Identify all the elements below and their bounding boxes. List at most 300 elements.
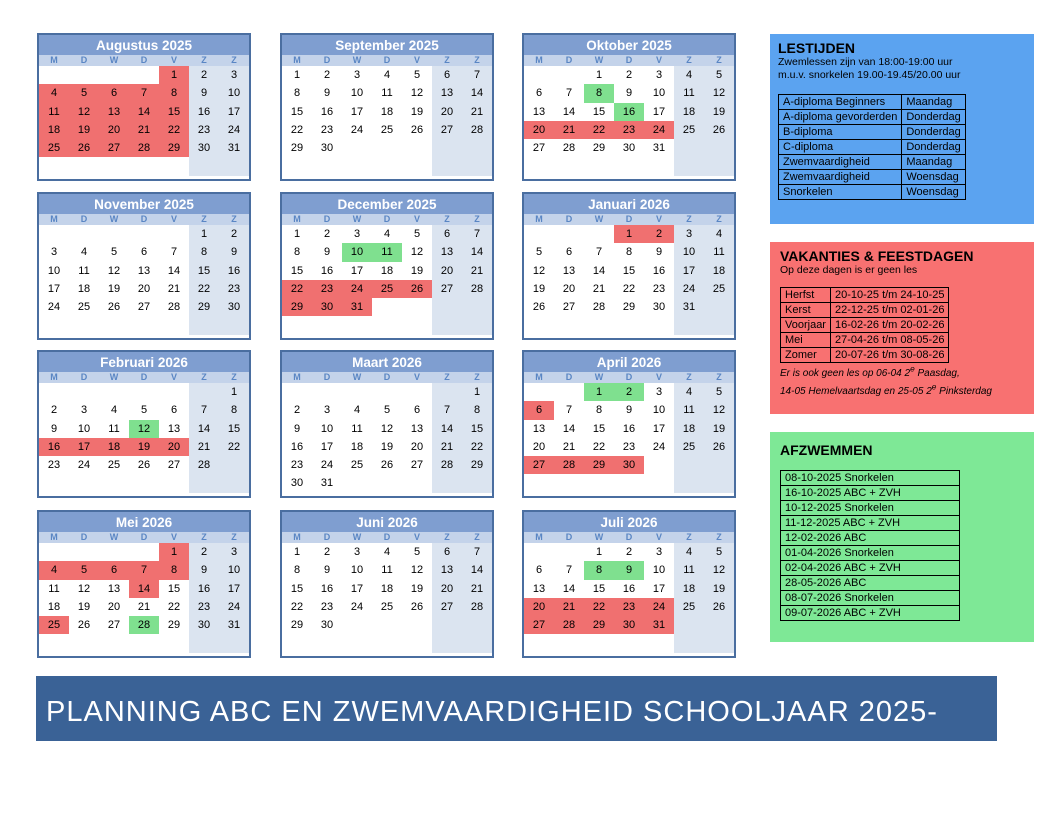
day-cell: 10 (350, 564, 364, 577)
day-cell: 22 (282, 280, 312, 298)
day-cell: 3 (80, 404, 88, 417)
day-cell (432, 316, 462, 334)
day-cell (554, 383, 584, 401)
day-cell: 5 (383, 404, 391, 417)
day-cell: 18 (380, 105, 394, 118)
day-cell (342, 316, 372, 334)
weekday-label: D (625, 55, 633, 65)
day-cell: 9 (625, 404, 633, 417)
day-cell: 25 (674, 121, 704, 139)
day-cell: 30 (189, 616, 219, 634)
day-cell: 8 (293, 564, 301, 577)
day-cell: 5 (704, 543, 734, 561)
day-cell (282, 157, 312, 175)
table-cell: A-diploma Beginners (779, 95, 902, 110)
day-cell: 24 (77, 459, 91, 472)
day-cell (584, 316, 614, 334)
day-cell (462, 634, 492, 652)
day-cell: 7 (129, 84, 159, 102)
day-cell (39, 66, 69, 84)
weekday-label: Z (716, 372, 722, 382)
weekday-label: Z (716, 55, 722, 65)
day-cell: 9 (219, 243, 249, 261)
day-cell (159, 157, 189, 175)
day-cell: 14 (562, 422, 576, 435)
day-cell: 26 (380, 459, 394, 472)
weekday-label: Z (686, 532, 692, 542)
day-cell: 4 (39, 561, 69, 579)
day-cell (524, 383, 554, 401)
day-cell: 3 (219, 66, 249, 84)
day-cell: 4 (674, 66, 704, 84)
day-cell (189, 316, 219, 334)
day-cell: 22 (290, 123, 304, 136)
day-cell: 27 (410, 459, 424, 472)
day-cell (402, 383, 432, 401)
day-cell: 24 (342, 280, 372, 298)
day-cell (69, 316, 99, 334)
note1-text: Er is ook geen les op 06-04 2e Paasdag, (780, 364, 960, 380)
table-cell: 20-10-25 t/m 24-10-25 (830, 288, 948, 303)
day-cell (704, 298, 734, 316)
weekday-label: M (50, 372, 58, 382)
day-cell: 20 (99, 121, 129, 139)
day-cell (524, 474, 554, 492)
day-cell: 4 (674, 543, 704, 561)
table-row (779, 155, 966, 170)
day-cell: 1 (595, 546, 603, 558)
day-cell: 11 (674, 401, 704, 419)
weekday-label: Z (231, 532, 237, 542)
day-cell: 2 (323, 228, 331, 240)
day-cell: 1 (584, 383, 614, 401)
month-title: Augustus 2025 (39, 35, 249, 55)
weekday-label: Z (201, 214, 207, 224)
day-cell: 3 (655, 546, 663, 558)
day-cell: 20 (432, 103, 462, 121)
day-cell: 11 (381, 87, 393, 100)
weekday-label: Z (474, 55, 480, 65)
day-cell: 19 (380, 440, 394, 453)
weekday-label: D (383, 372, 391, 382)
weekday-header (39, 55, 249, 66)
weekday-label: D (323, 214, 331, 224)
day-cell: 19 (704, 580, 734, 598)
day-cell: 21 (137, 600, 151, 613)
day-cell (402, 474, 432, 492)
month-8 (522, 350, 736, 498)
weekday-label: Z (231, 55, 237, 65)
weekday-label: D (140, 372, 148, 382)
day-cell: 9 (293, 422, 301, 435)
day-cell: 19 (77, 600, 91, 613)
day-cell: 22 (290, 600, 304, 613)
day-cell (644, 474, 674, 492)
weekday-label: D (140, 214, 148, 224)
day-cell: 29 (159, 139, 189, 157)
month-title: Oktober 2025 (524, 35, 734, 55)
day-cell: 12 (410, 564, 424, 577)
day-cell: 27 (432, 280, 462, 298)
table-row (781, 288, 949, 303)
day-cell: 16 (189, 580, 219, 598)
day-cell: 24 (219, 598, 249, 616)
day-cell: 8 (189, 243, 219, 261)
day-cell: 1 (614, 225, 644, 243)
day-cell: 28 (562, 142, 576, 155)
weekday-label: M (293, 55, 301, 65)
day-cell: 15 (592, 422, 606, 435)
weekday-label: D (565, 372, 573, 382)
weekday-label: W (109, 372, 119, 382)
day-cell (704, 157, 734, 175)
day-cell (704, 456, 734, 474)
day-cell: 1 (219, 383, 249, 401)
weekday-label: Z (716, 214, 722, 224)
day-cell: 20 (410, 440, 424, 453)
day-cell: 12 (704, 84, 734, 102)
day-cell: 17 (350, 582, 364, 595)
day-cell (99, 225, 129, 243)
day-cell: 25 (77, 301, 91, 314)
day-cell (432, 634, 462, 652)
day-cell: 22 (584, 598, 614, 616)
day-cell: 24 (644, 598, 674, 616)
weekday-label: M (535, 55, 543, 65)
weekday-label: V (413, 214, 420, 224)
weekday-label: V (413, 532, 420, 542)
month-title: Februari 2026 (39, 352, 249, 372)
day-cell: 18 (99, 438, 129, 456)
day-cell: 5 (413, 546, 421, 558)
weekday-label: M (50, 214, 58, 224)
day-cell: 14 (167, 264, 181, 277)
table-cell: 08-10-2025 Snorkelen (781, 471, 960, 486)
day-cell: 15 (462, 420, 492, 438)
day-cell: 26 (77, 619, 91, 632)
day-cell: 30 (652, 301, 666, 314)
weekday-label: M (50, 55, 58, 65)
day-cell: 12 (704, 561, 734, 579)
day-cell: 28 (592, 301, 606, 314)
month-11 (522, 510, 736, 658)
day-cell: 23 (47, 459, 61, 472)
day-cell: 23 (614, 121, 644, 139)
day-cell: 26 (704, 438, 734, 456)
table-row (781, 561, 960, 576)
afzwemmen-title: AFZWEMMEN (780, 442, 873, 458)
day-cell: 10 (320, 422, 334, 435)
month-title: Juni 2026 (282, 512, 492, 532)
weekday-label: D (323, 532, 331, 542)
weekday-label: Z (716, 532, 722, 542)
table-cell: Donderdag (902, 125, 965, 140)
day-cell (432, 139, 462, 157)
table-cell: 02-04-2026 ABC + ZVH (781, 561, 960, 576)
page-title-banner: PLANNING ABC EN ZWEMVAARDIGHEID SCHOOLJAAR 2025-2026 (36, 676, 997, 741)
day-cell: 17 (47, 282, 61, 295)
day-cell: 11 (372, 243, 402, 261)
day-cell: 12 (380, 422, 394, 435)
day-cell: 3 (353, 228, 361, 240)
day-cell: 29 (167, 619, 181, 632)
day-cell: 13 (99, 103, 129, 121)
day-cell: 3 (655, 386, 663, 398)
month-title: September 2025 (282, 35, 492, 55)
day-cell: 1 (595, 69, 603, 81)
day-cell: 14 (462, 561, 492, 579)
day-cell (674, 456, 704, 474)
day-cell: 31 (342, 298, 372, 316)
day-cell (554, 316, 584, 334)
day-cell: 19 (69, 121, 99, 139)
day-cell: 17 (652, 582, 666, 595)
weekday-header (39, 532, 249, 543)
day-cell (432, 383, 462, 401)
day-cell: 17 (350, 105, 364, 118)
day-cell: 14 (462, 243, 492, 261)
day-cell: 2 (625, 69, 633, 81)
month-title: December 2025 (282, 194, 492, 214)
day-cell: 5 (69, 561, 99, 579)
day-cell: 5 (140, 404, 148, 417)
month-5 (522, 192, 736, 340)
day-cell (704, 616, 734, 634)
day-cell (432, 474, 462, 492)
day-cell (342, 634, 372, 652)
day-cell: 8 (159, 561, 189, 579)
table-cell: Woensdag (902, 170, 965, 185)
day-cell: 4 (383, 546, 391, 558)
day-grid (524, 383, 734, 493)
day-cell: 21 (462, 262, 492, 280)
day-cell (584, 634, 614, 652)
table-cell: Snorkelen (779, 185, 902, 200)
day-cell (704, 139, 734, 157)
weekday-label: M (535, 532, 543, 542)
day-cell: 8 (584, 561, 614, 579)
day-cell: 12 (532, 264, 546, 277)
day-cell: 19 (107, 282, 121, 295)
table-row (781, 516, 960, 531)
day-cell: 7 (432, 401, 462, 419)
day-cell: 27 (107, 619, 121, 632)
day-cell: 20 (562, 282, 576, 295)
day-cell: 27 (167, 459, 181, 472)
day-cell: 16 (622, 582, 636, 595)
table-row (781, 606, 960, 621)
day-cell: 26 (410, 123, 424, 136)
day-cell: 16 (320, 105, 334, 118)
day-cell: 22 (462, 438, 492, 456)
day-cell (219, 456, 249, 474)
day-cell: 24 (644, 121, 674, 139)
day-cell: 27 (137, 301, 151, 314)
vakanties-sub: Op deze dagen is er geen les (780, 264, 918, 276)
day-cell (462, 298, 492, 316)
day-cell: 16 (290, 440, 304, 453)
day-cell: 20 (524, 598, 554, 616)
day-cell: 10 (47, 264, 61, 277)
day-cell (69, 543, 99, 561)
day-cell: 17 (219, 103, 249, 121)
month-title: April 2026 (524, 352, 734, 372)
day-cell (69, 157, 99, 175)
day-cell: 3 (353, 546, 361, 558)
day-cell: 7 (129, 561, 159, 579)
day-cell: 4 (704, 225, 734, 243)
weekday-label: V (170, 55, 177, 65)
day-cell: 19 (704, 420, 734, 438)
table-cell: B-diploma (779, 125, 902, 140)
day-cell: 5 (704, 383, 734, 401)
day-cell (312, 316, 342, 334)
day-cell: 21 (554, 598, 584, 616)
day-cell (524, 634, 554, 652)
day-cell: 2 (614, 383, 644, 401)
day-cell: 18 (350, 440, 364, 453)
day-cell (312, 634, 342, 652)
day-cell: 6 (432, 225, 462, 243)
day-cell (69, 66, 99, 84)
weekday-label: D (625, 372, 633, 382)
weekday-header (39, 214, 249, 225)
day-cell (99, 157, 129, 175)
day-cell: 4 (39, 84, 69, 102)
day-cell: 20 (432, 262, 462, 280)
weekday-header (282, 55, 492, 66)
day-cell: 5 (69, 84, 99, 102)
table-row (779, 125, 966, 140)
day-cell: 3 (323, 404, 331, 417)
day-cell: 18 (380, 264, 394, 277)
day-cell: 25 (704, 280, 734, 298)
day-cell: 21 (189, 438, 219, 456)
day-cell: 17 (219, 580, 249, 598)
day-cell: 28 (432, 456, 462, 474)
day-cell: 13 (532, 422, 546, 435)
weekday-label: Z (231, 214, 237, 224)
weekday-label: W (352, 372, 362, 382)
day-cell: 5 (413, 228, 421, 240)
table-row (779, 170, 966, 185)
table-row (779, 185, 966, 200)
day-cell (674, 616, 704, 634)
day-cell (219, 634, 249, 652)
day-cell (342, 616, 372, 634)
day-cell: 21 (462, 103, 492, 121)
day-cell: 19 (532, 282, 546, 295)
day-cell: 18 (47, 600, 61, 613)
day-cell: 2 (323, 69, 331, 81)
day-cell (372, 616, 402, 634)
day-cell (189, 157, 219, 175)
day-cell (342, 383, 372, 401)
day-cell (159, 634, 189, 652)
day-cell (39, 474, 69, 492)
month-9 (37, 510, 251, 658)
weekday-label: D (323, 55, 331, 65)
day-cell: 1 (462, 383, 492, 401)
day-cell: 30 (622, 142, 636, 155)
lestijden-panel (770, 34, 1034, 224)
day-cell: 28 (462, 280, 492, 298)
day-cell (402, 634, 432, 652)
day-cell: 19 (410, 264, 424, 277)
month-title: Maart 2026 (282, 352, 492, 372)
weekday-label: W (594, 532, 604, 542)
day-cell (99, 543, 129, 561)
day-cell: 8 (293, 246, 301, 259)
weekday-label: Z (474, 372, 480, 382)
day-cell: 28 (554, 616, 584, 634)
weekday-label: V (655, 532, 662, 542)
day-cell: 31 (320, 477, 334, 490)
day-grid (39, 383, 249, 493)
day-cell: 10 (674, 243, 704, 261)
day-cell (219, 474, 249, 492)
day-cell: 7 (565, 564, 573, 577)
day-cell (372, 474, 402, 492)
day-cell: 17 (674, 262, 704, 280)
day-cell: 23 (622, 440, 636, 453)
day-cell: 3 (219, 543, 249, 561)
day-cell (39, 543, 69, 561)
day-cell: 13 (137, 264, 151, 277)
weekday-label: Z (201, 372, 207, 382)
day-cell (674, 634, 704, 652)
day-cell (159, 316, 189, 334)
day-cell: 6 (99, 561, 129, 579)
day-cell: 2 (189, 66, 219, 84)
day-cell: 15 (159, 103, 189, 121)
table-row (781, 348, 949, 363)
weekday-label: W (594, 55, 604, 65)
weekday-label: D (625, 532, 633, 542)
month-2 (522, 33, 736, 181)
day-cell (614, 316, 644, 334)
day-cell: 23 (189, 121, 219, 139)
day-cell (129, 634, 159, 652)
day-cell: 21 (167, 282, 181, 295)
weekday-label: D (565, 532, 573, 542)
day-cell: 30 (320, 619, 334, 632)
day-cell: 13 (562, 264, 576, 277)
month-1 (280, 33, 494, 181)
weekday-label: W (109, 55, 119, 65)
day-cell (462, 474, 492, 492)
day-cell (129, 383, 159, 401)
day-cell: 20 (524, 121, 554, 139)
day-cell: 13 (532, 105, 546, 118)
weekday-label: V (655, 55, 662, 65)
weekday-label: Z (231, 372, 237, 382)
table-row (779, 95, 966, 110)
day-cell (584, 474, 614, 492)
day-cell: 29 (584, 456, 614, 474)
table-cell: Zomer (781, 348, 831, 363)
weekday-label: D (140, 55, 148, 65)
vakanties-note2 (780, 380, 1034, 397)
day-cell: 30 (219, 298, 249, 316)
weekday-label: M (293, 532, 301, 542)
afzwemmen-table (780, 470, 960, 621)
day-cell: 22 (159, 121, 189, 139)
day-cell: 4 (383, 69, 391, 81)
table-cell: 11-12-2025 ABC + ZVH (781, 516, 960, 531)
day-cell: 4 (383, 228, 391, 240)
day-cell: 21 (562, 440, 576, 453)
